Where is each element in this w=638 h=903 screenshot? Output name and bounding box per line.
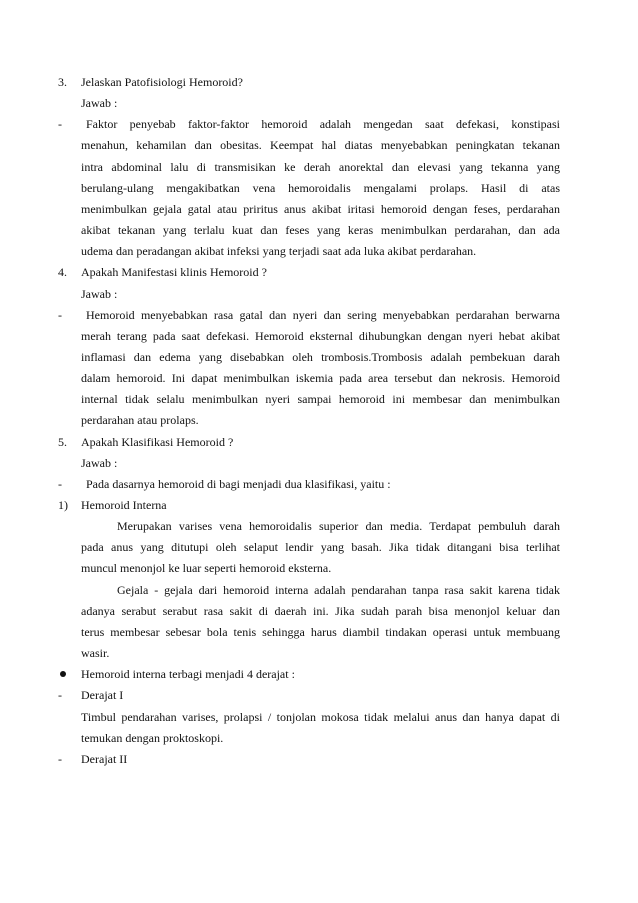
text-line [0, 346, 638, 368]
text-line [0, 431, 638, 453]
text-line [0, 473, 638, 495]
text-line [0, 325, 638, 347]
paragraph-text: Hemoroid Interna [81, 498, 167, 512]
list-marker: - [58, 688, 62, 703]
paragraph-text: Timbul pendarahan varises, prolapsi / tonjolan mokosa tidak melalui anus dan hanya dapat di [81, 709, 560, 724]
text-line [0, 557, 638, 579]
bullet-icon [60, 671, 66, 677]
list-marker: 4. [58, 265, 67, 280]
text-line [0, 684, 638, 706]
paragraph-text: Jawab : [81, 455, 118, 470]
paragraph-text: akibat tekanan yang terlalu kuat dan feses yang keras menimbulkan perdarahan, dan ada [81, 223, 560, 238]
list-marker: 3. [58, 75, 67, 89]
text-line [0, 600, 638, 622]
text-line [0, 663, 638, 685]
paragraph-text: Derajat II [81, 751, 128, 766]
paragraph-text: merah terang pada saat defekasi. Hemoroid eksternal dihubungkan dengan nyeri hebat akibat [81, 328, 560, 343]
paragraph-text: perdarahan atau prolaps. [81, 413, 199, 428]
text-line [0, 219, 638, 241]
paragraph-text: temukan dengan proktoskopi. [81, 730, 224, 745]
text-line [0, 536, 638, 558]
paragraph-text: Gejala - gejala dari hemoroid interna adalah pendarahan tanpa rasa sakit karena tidak [117, 582, 560, 597]
paragraph-text: Hemoroid interna terbagi menjadi 4 derajat : [81, 667, 295, 682]
text-line [0, 92, 638, 114]
text-line [0, 304, 638, 326]
paragraph-text: Apakah Klasifikasi Hemoroid ? [81, 434, 234, 449]
text-line [0, 621, 638, 643]
text-line [0, 706, 638, 728]
paragraph-text: Jawab : [81, 96, 118, 111]
paragraph-text: Apakah Manifestasi klinis Hemoroid ? [81, 265, 267, 280]
list-marker: 1) [58, 498, 68, 512]
paragraph-text: Jelaskan Patofisiologi Hemoroid? [81, 75, 243, 89]
list-marker: - [58, 307, 62, 322]
text-line [0, 283, 638, 305]
text-line [0, 134, 638, 156]
paragraph-text: Merupakan varises vena hemoroidalis superior dan media. Terdapat pembuluh darah [117, 519, 560, 534]
text-line [0, 156, 638, 178]
paragraph-text: adanya serabut serabut rasa sakit di daerah ini. Jika sudah parah bisa menonjol keluar dan [81, 603, 560, 618]
paragraph-text: udema dan peradangan akibat infeksi yang terjadi saat ada luka akibat perdarahan. [81, 244, 477, 259]
paragraph-text: internal tidak selalu menimbulkan nyeri sampai hemoroid ini membesar dan menimbulkan [81, 392, 560, 407]
paragraph-text: Hemoroid menyebabkan rasa gatal dan nyeri dan sering menyebabkan perdarahan berwarna [86, 307, 560, 322]
text-line [0, 261, 638, 283]
text-line [0, 452, 638, 474]
text-line [0, 388, 638, 410]
text-line [0, 515, 638, 537]
text-line [0, 642, 638, 664]
paragraph-text: pada anus yang ditutupi oleh selaput lendir yang basah. Jika tidak ditangani bisa terlihat [81, 540, 560, 555]
paragraph-text: menimbulkan gejala gatal atau priritus anus akibat iritasi hemoroid dengan feses, perdarahan [81, 201, 560, 216]
paragraph-text: wasir. [81, 646, 110, 661]
list-marker: - [58, 751, 62, 766]
text-line [0, 494, 638, 516]
text-line [0, 177, 638, 199]
paragraph-text: Derajat I [81, 688, 124, 703]
paragraph-text: Faktor penyebab faktor-faktor hemoroid adalah mengedan saat defekasi, konstipasi [86, 117, 560, 132]
list-marker: 5. [58, 434, 67, 449]
paragraph-text: muncul menonjol ke luar seperti hemoroid eksterna. [81, 561, 332, 576]
paragraph-text: intra abdominal lalu di transmisikan ke derah anorektal dan elevasi yang tekanna yang [81, 159, 560, 174]
text-line [0, 367, 638, 389]
text-line [0, 727, 638, 749]
text-line [0, 409, 638, 431]
text-line [0, 198, 638, 220]
paragraph-text: terus membesar sebesar bola tenis sehingga harus diambil tindakan operasi untuk membuang [81, 624, 560, 639]
text-line [0, 71, 638, 93]
text-line [0, 113, 638, 135]
paragraph-text: dalam hemoroid. Ini dapat menimbulkan iskemia pada area tersebut dan nekrosis. Hemoroid [81, 371, 560, 386]
text-line [0, 579, 638, 601]
text-line [0, 240, 638, 262]
list-marker: - [58, 476, 62, 491]
paragraph-text: Pada dasarnya hemoroid di bagi menjadi dua klasifikasi, yaitu : [86, 476, 391, 491]
paragraph-text: Jawab : [81, 286, 118, 301]
paragraph-text: menahun, kehamilan dan obesitas. Keempat hal diatas menyebabkan peningkatan tekanan [81, 138, 560, 153]
paragraph-text: inflamasi dan edema yang disebabkan oleh trombosis.Trombosis adalah pembekuan darah [81, 349, 560, 364]
text-line [0, 748, 638, 770]
list-marker: - [58, 117, 62, 132]
paragraph-text: berulang-ulang mengakibatkan vena hemoroidalis mengalami prolaps. Hasil di atas [81, 180, 560, 195]
